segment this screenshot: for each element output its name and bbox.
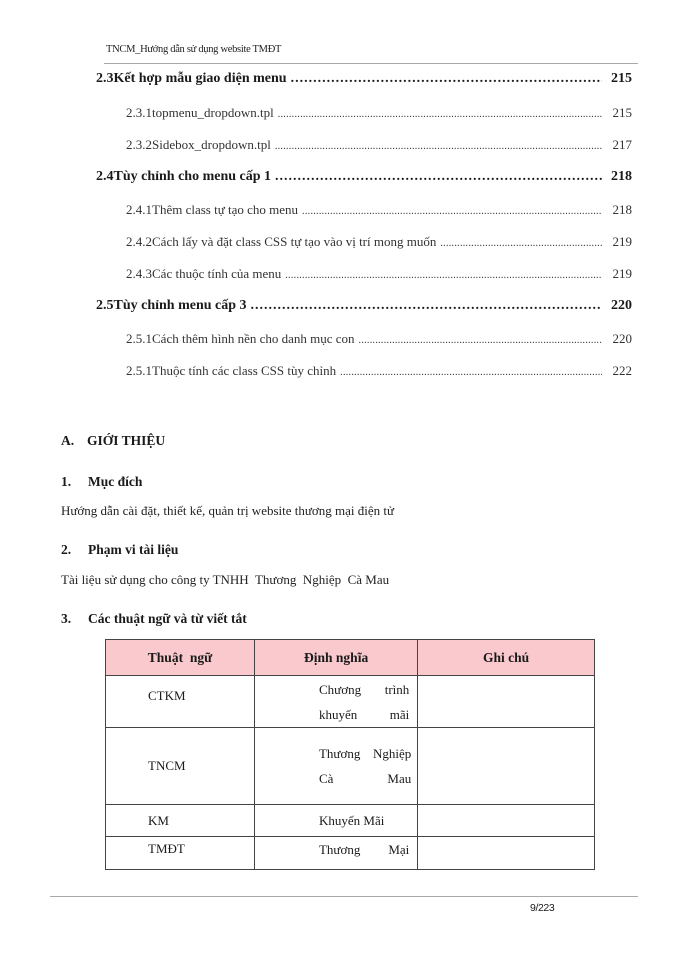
toc-entry[interactable] (126, 266, 632, 282)
term-text: TMĐT (148, 841, 185, 856)
column-header-definition: Định nghĩa (254, 640, 417, 676)
definition-text: Thương Mại (318, 842, 410, 857)
toc-leader-dots (275, 169, 602, 185)
toc-number: 2.4.1 (126, 202, 152, 217)
terms-table (105, 639, 595, 870)
definition-text: Chương trình khuyến mãi (318, 681, 410, 722)
note-cell (418, 728, 595, 805)
section-title: GIỚI THIỆU (87, 433, 166, 448)
purpose-body: Hướng dẫn cài đặt, thiết kế, quản trị website thương mại điện tử (61, 503, 395, 518)
term-text: TNCM (148, 758, 186, 773)
toc-number: 2.5 (96, 298, 114, 313)
term-cell (106, 728, 255, 805)
toc-leader-dots (302, 202, 602, 218)
definition-text: Khuyến Mãi (318, 813, 385, 828)
toc-entry[interactable] (126, 137, 632, 153)
table-row (106, 676, 595, 728)
toc-number: 2.3 (96, 71, 114, 86)
column-header-term: Thuật ngữ (106, 640, 255, 676)
toc-page: 219 (612, 234, 632, 249)
toc-number: 2.3.2 (126, 137, 152, 152)
column-header-note: Ghi chú (418, 640, 595, 676)
toc-number: 2.4.3 (126, 266, 152, 281)
header-divider (104, 63, 638, 64)
toc-page: 215 (612, 105, 632, 120)
section-number: 3. (61, 611, 72, 626)
toc-page: 218 (611, 169, 632, 184)
toc-page: 215 (611, 71, 632, 86)
toc-leader-dots (275, 137, 602, 153)
section-title: Phạm vi tài liệu (88, 542, 179, 557)
toc-title: Kết hợp mẫu giao diện menu (113, 71, 287, 86)
toc-title: Cách thêm hình nền cho danh mục con (152, 331, 355, 346)
note-cell (418, 676, 595, 728)
toc-leader-dots (340, 363, 602, 379)
definition-cell (254, 728, 417, 805)
term-cell (106, 805, 255, 837)
toc-leader-dots (278, 105, 602, 121)
toc-number: 2.5.1 (126, 331, 152, 346)
toc-title: topmenu_dropdown.tpl (152, 105, 274, 120)
toc-entry[interactable] (126, 363, 632, 379)
section-heading-scope (61, 542, 178, 558)
toc-page: 218 (612, 202, 632, 217)
toc-number: 2.4.2 (126, 234, 152, 249)
scope-body: Tài liệu sử dụng cho công ty TNHH Thương Nghiệp Cà Mau (61, 572, 390, 587)
toc-number: 2.4 (96, 169, 114, 184)
toc-title: Thêm class tự tạo cho menu (152, 202, 299, 217)
toc-page: 220 (611, 298, 632, 313)
section-heading-intro (61, 433, 165, 449)
definition-text: Thương Nghiệp Cà Mau (318, 746, 412, 786)
definition-cell (254, 837, 417, 870)
section-number: 1. (61, 474, 72, 489)
term-cell (106, 837, 255, 870)
toc-leader-dots (251, 298, 602, 314)
note-cell (418, 805, 595, 837)
table-header-row (106, 640, 595, 676)
section-heading-purpose (61, 474, 142, 490)
toc-title: Các thuộc tính của menu (152, 266, 282, 281)
toc-entry[interactable] (96, 71, 632, 87)
toc-title: Tùy chỉnh cho menu cấp 1 (113, 169, 272, 184)
definition-cell (254, 805, 417, 837)
toc-leader-dots (285, 266, 602, 282)
section-number: 2. (61, 542, 72, 557)
toc-leader-dots (359, 331, 602, 347)
section-title: Mục đích (88, 474, 143, 489)
toc-title: Thuộc tính các class CSS tùy chỉnh (152, 363, 337, 378)
term-cell (106, 676, 255, 728)
toc-title: Sidebox_dropdown.tpl (152, 137, 271, 152)
toc-entry[interactable] (126, 105, 632, 121)
definition-cell (254, 676, 417, 728)
toc-title: Tùy chỉnh menu cấp 3 (113, 298, 247, 313)
toc-page: 217 (612, 137, 632, 152)
toc-entry[interactable] (126, 234, 632, 250)
note-cell (418, 837, 595, 870)
table-row (106, 805, 595, 837)
table-row (106, 837, 595, 870)
toc-leader-dots (440, 234, 602, 250)
section-number: A. (61, 433, 75, 448)
table-row (106, 728, 595, 805)
toc-page: 222 (612, 363, 632, 378)
section-heading-terms (61, 611, 247, 627)
toc-entry[interactable] (126, 331, 632, 347)
toc-leader-dots (291, 71, 602, 87)
toc-page: 219 (612, 266, 632, 281)
toc-entry[interactable] (96, 298, 632, 314)
document-title: TNCM_Hướng dẫn sử dụng website TMĐT (106, 44, 282, 55)
term-text: CTKM (148, 687, 186, 703)
toc-title: Cách lấy và đặt class CSS tự tạo vào vị trí mong muốn (152, 234, 437, 249)
toc-page: 220 (612, 331, 632, 346)
toc-number: 2.3.1 (126, 105, 152, 120)
toc-number: 2.5.1 (126, 363, 152, 378)
toc-entry[interactable] (126, 202, 632, 218)
page-number: 9/223 (530, 902, 555, 914)
section-title: Các thuật ngữ và từ viết tắt (88, 611, 247, 626)
toc-entry[interactable] (96, 169, 632, 185)
term-text: KM (148, 812, 169, 828)
footer-divider (50, 896, 638, 897)
